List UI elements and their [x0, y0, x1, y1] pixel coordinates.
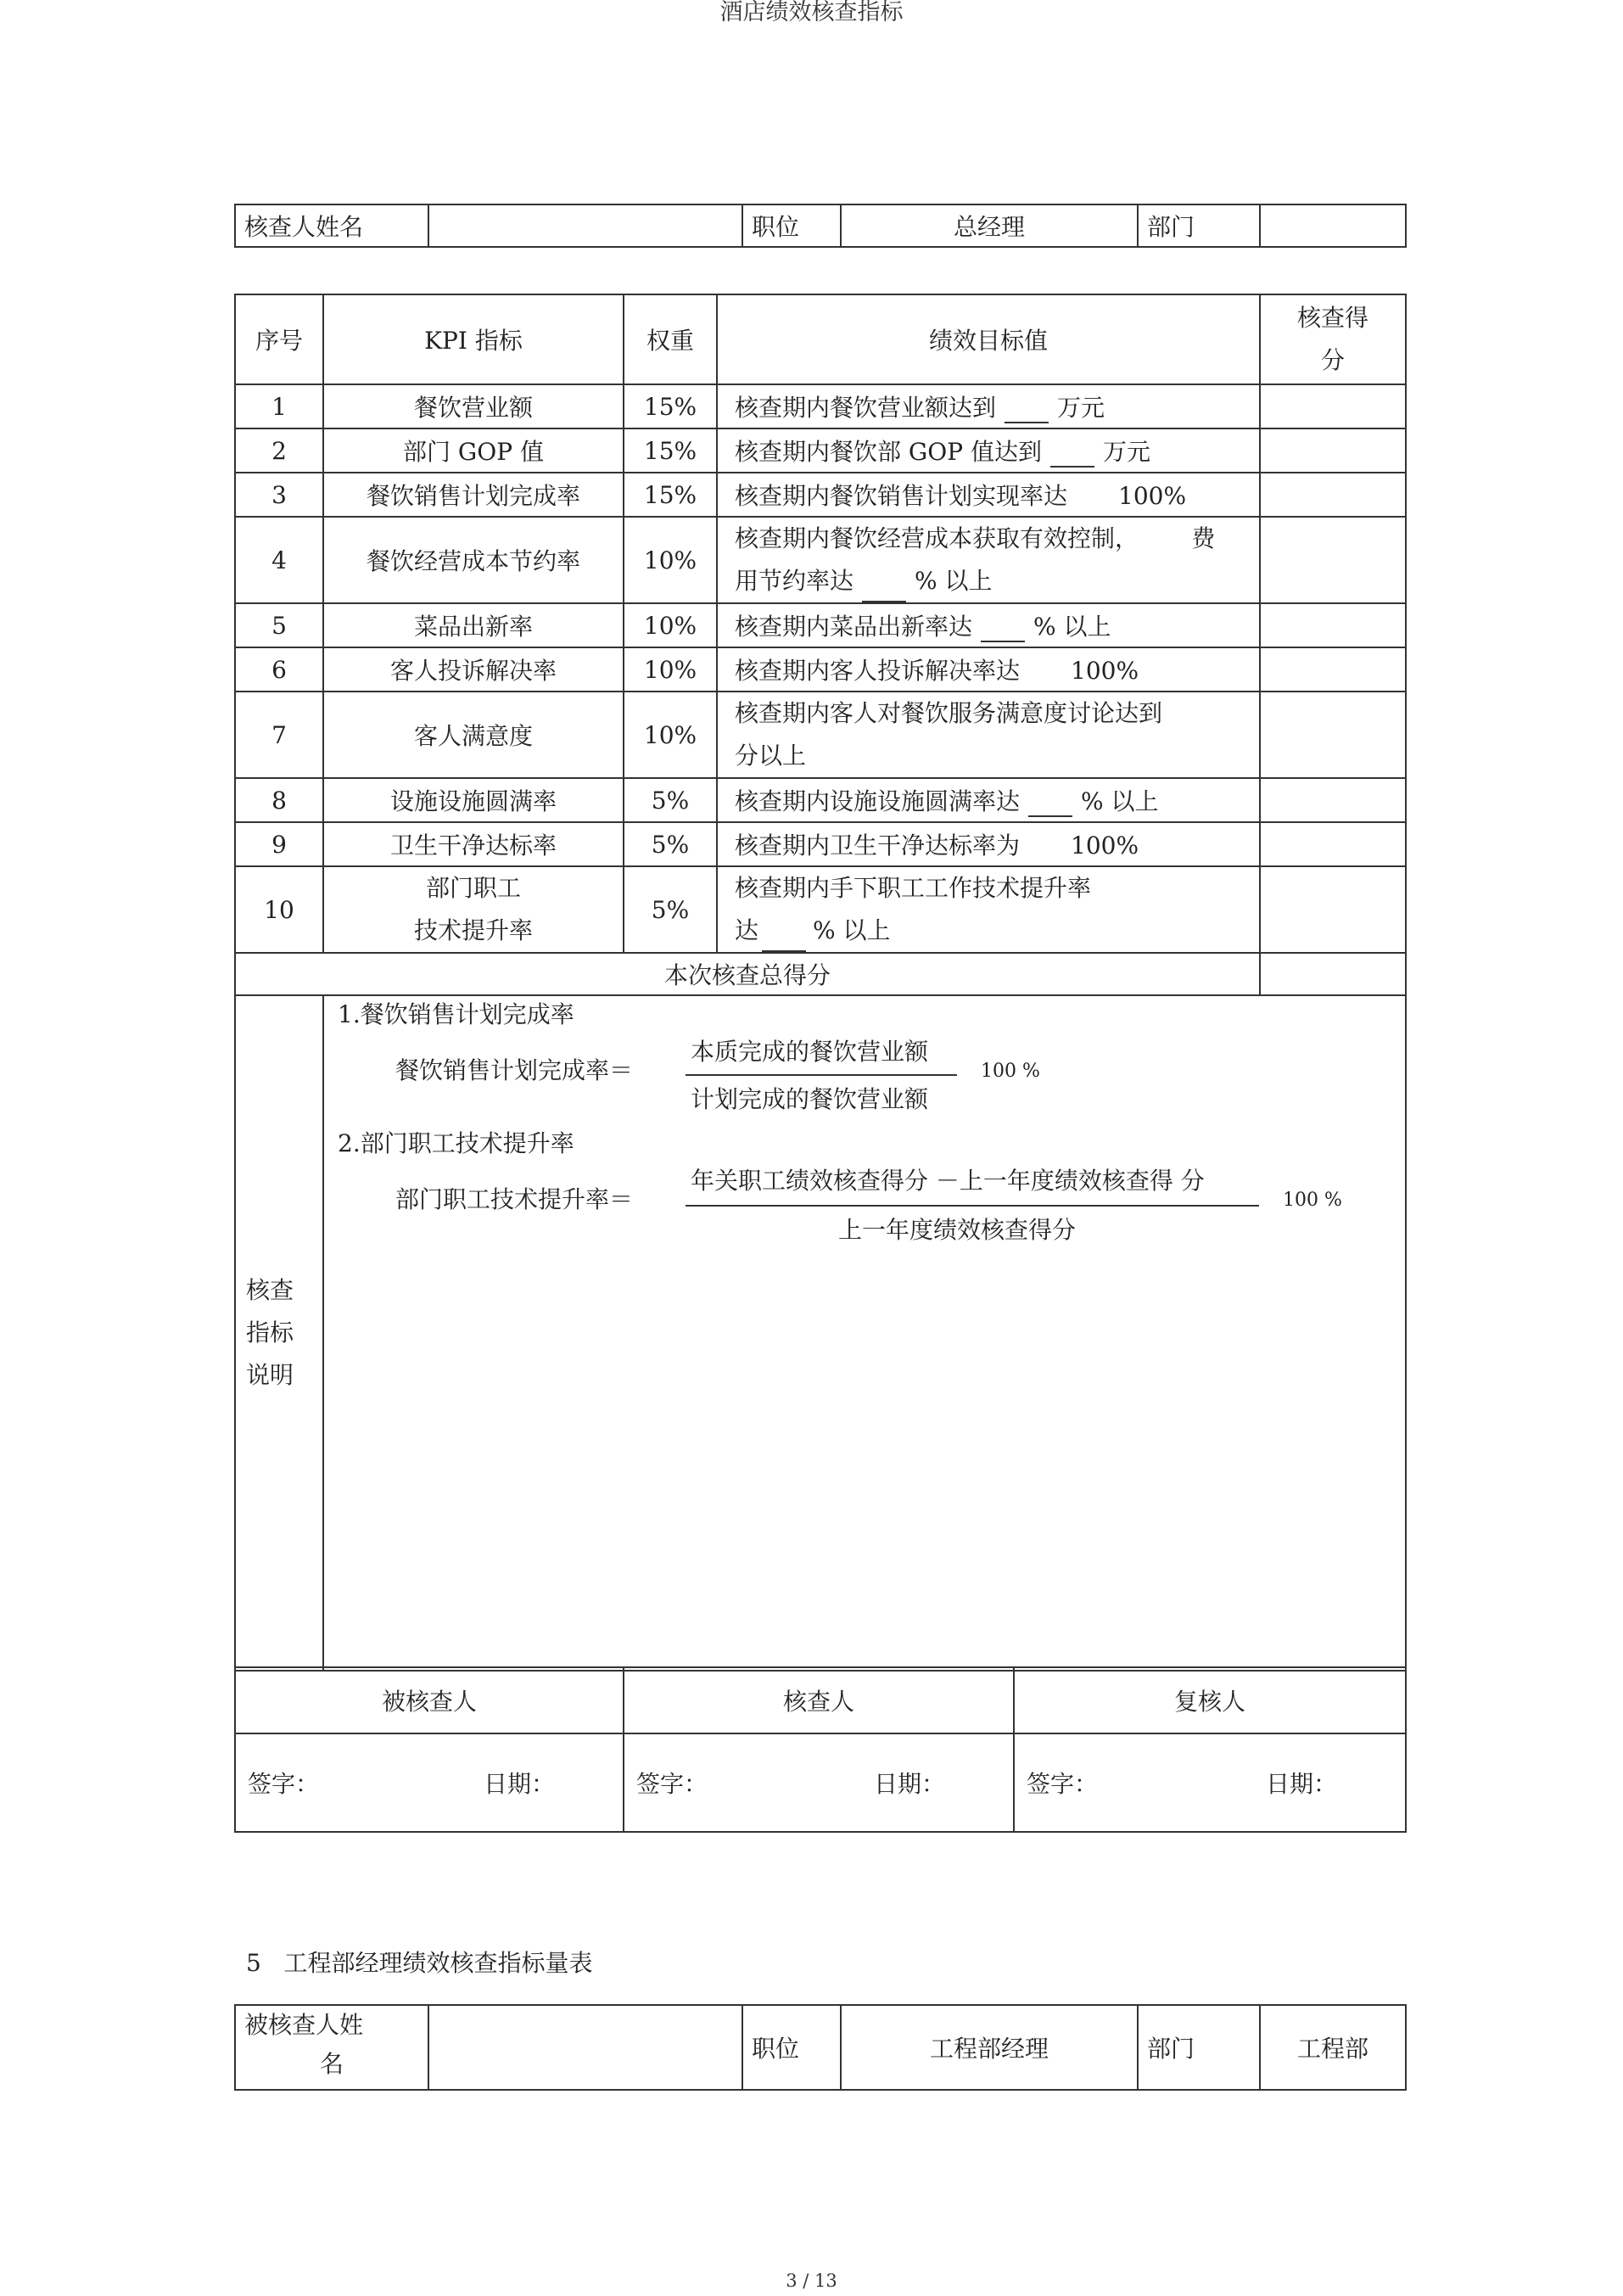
row-target: 核查期内餐饮营业额达到 万元 [717, 384, 1260, 428]
section-5-title: 5 工程部经理绩效核查指标量表 [246, 1949, 593, 1977]
row-kpi: 设施设施圆满率 [323, 778, 624, 822]
row-kpi: 餐饮经营成本节约率 [323, 517, 624, 603]
total-score-field[interactable] [1260, 953, 1406, 995]
row-score-field[interactable] [1260, 866, 1406, 953]
note-item1-title: 1.餐饮销售计划完成率 [338, 1000, 574, 1028]
header-score: 核查得分 [1260, 294, 1406, 384]
rechecker-label: 复核人 [1014, 1667, 1406, 1733]
table-row [235, 647, 1406, 692]
row-seq: 5 [235, 603, 323, 647]
row-target: 核查期内客人对餐饮服务满意度讨论达到 分以上 [717, 692, 1260, 778]
reviewee-info-table [234, 2004, 1407, 2091]
row-score-field[interactable] [1260, 428, 1406, 473]
note-item1-percent: 100 % [981, 1061, 1040, 1082]
row-weight: 10% [624, 603, 717, 647]
department-field[interactable] [1260, 204, 1406, 247]
row-seq: 6 [235, 647, 323, 692]
row-kpi: 客人投诉解决率 [323, 647, 624, 692]
row-kpi: 客人满意度 [323, 692, 624, 778]
table-row [235, 473, 1406, 517]
note-item2-title: 2.部门职工技术提升率 [338, 1129, 574, 1157]
row-weight: 5% [624, 822, 717, 866]
table-row [235, 603, 1406, 647]
page-number: 3 / 13 [786, 2271, 837, 2291]
header-weight: 权重 [624, 294, 717, 384]
note-item2-denominator: 上一年度绩效核查得分 [838, 1216, 1077, 1244]
position-value: 工程部经理 [841, 2005, 1138, 2090]
kpi-table [234, 294, 1407, 1672]
department-label: 部门 [1138, 2005, 1260, 2090]
row-weight: 10% [624, 517, 717, 603]
row-score-field[interactable] [1260, 692, 1406, 778]
reviewer-info-table [234, 204, 1407, 248]
note-item1-denominator: 计划完成的餐饮营业额 [691, 1085, 929, 1113]
table-row [235, 428, 1406, 473]
row-weight: 10% [624, 692, 717, 778]
note-item2-percent: 100 % [1283, 1190, 1342, 1211]
signoff-table [234, 1666, 1407, 1833]
rechecker-signature-field[interactable]: 签字： 日期： [1014, 1733, 1406, 1832]
row-score-field[interactable] [1260, 384, 1406, 428]
row-target: 核查期内卫生干净达标率为 100% [717, 822, 1260, 866]
row-seq: 8 [235, 778, 323, 822]
total-score-label: 本次核查总得分 [235, 953, 1260, 995]
header-seq: 序号 [235, 294, 323, 384]
row-target: 核查期内餐饮销售计划实现率达 100% [717, 473, 1260, 517]
row-target: 核查期内设施设施圆满率达 % 以上 [717, 778, 1260, 822]
notes-content [323, 995, 1406, 1671]
reviewee-label: 被核查人 [235, 1667, 624, 1733]
row-score-field[interactable] [1260, 822, 1406, 866]
page-header-title: 酒店绩效核查指标 [719, 0, 904, 25]
row-target: 核查期内菜品出新率达 % 以上 [717, 603, 1260, 647]
row-weight: 5% [624, 778, 717, 822]
row-kpi: 餐饮销售计划完成率 [323, 473, 624, 517]
header-target: 绩效目标值 [717, 294, 1260, 384]
row-weight: 15% [624, 384, 717, 428]
row-kpi: 菜品出新率 [323, 603, 624, 647]
row-weight: 10% [624, 647, 717, 692]
row-seq: 2 [235, 428, 323, 473]
row-seq: 9 [235, 822, 323, 866]
reviewer-name-label: 核查人姓名 [235, 204, 428, 247]
row-target: 核查期内餐饮经营成本获取有效控制， 费 用节约率达 % 以上 [717, 517, 1260, 603]
row-target: 核查期内手下职工工作技术提升率 达 % 以上 [717, 866, 1260, 953]
row-seq: 4 [235, 517, 323, 603]
reviewer-signature-field[interactable]: 签字： 日期： [624, 1733, 1014, 1832]
position-value: 总经理 [841, 204, 1138, 247]
note-item2-fraction-bar [686, 1205, 1259, 1207]
row-score-field[interactable] [1260, 778, 1406, 822]
row-target: 核查期内餐饮部 GOP 值达到 万元 [717, 428, 1260, 473]
note-item2-lhs: 部门职工技术提升率＝ [395, 1185, 634, 1213]
row-seq: 7 [235, 692, 323, 778]
row-weight: 5% [624, 866, 717, 953]
row-weight: 15% [624, 473, 717, 517]
table-row [235, 778, 1406, 822]
reviewee-name-label: 被核查人姓 名 [235, 2005, 428, 2090]
table-row [235, 866, 1406, 953]
row-seq: 1 [235, 384, 323, 428]
row-seq: 10 [235, 866, 323, 953]
row-score-field[interactable] [1260, 603, 1406, 647]
table-row [235, 384, 1406, 428]
table-row [235, 517, 1406, 603]
header-kpi: KPI 指标 [323, 294, 624, 384]
table-row [235, 692, 1406, 778]
reviewer-label: 核查人 [624, 1667, 1014, 1733]
row-score-field[interactable] [1260, 647, 1406, 692]
department-label: 部门 [1138, 204, 1260, 247]
note-item1-lhs: 餐饮销售计划完成率＝ [395, 1056, 634, 1084]
row-kpi: 部门 GOP 值 [323, 428, 624, 473]
row-seq: 3 [235, 473, 323, 517]
row-target: 核查期内客人投诉解决率达 100% [717, 647, 1260, 692]
department-value: 工程部 [1260, 2005, 1406, 2090]
table-row [235, 822, 1406, 866]
note-item1-fraction-bar [686, 1074, 957, 1076]
reviewer-name-field[interactable] [428, 204, 742, 247]
row-weight: 15% [624, 428, 717, 473]
row-score-field[interactable] [1260, 473, 1406, 517]
row-kpi: 部门职工 技术提升率 [323, 866, 624, 953]
row-kpi: 餐饮营业额 [323, 384, 624, 428]
reviewee-signature-field[interactable]: 签字： 日期： [235, 1733, 624, 1832]
row-kpi: 卫生干净达标率 [323, 822, 624, 866]
reviewee-name-field[interactable] [428, 2005, 742, 2090]
notes-label: 核查 指标 说明 [235, 995, 323, 1671]
position-label: 职位 [742, 204, 841, 247]
note-item2-numerator: 年关职工绩效核查得分 －上一年度绩效核查得 分 [691, 1167, 1205, 1195]
note-item1-numerator: 本质完成的餐饮营业额 [691, 1038, 929, 1066]
position-label: 职位 [742, 2005, 841, 2090]
row-score-field[interactable] [1260, 517, 1406, 603]
